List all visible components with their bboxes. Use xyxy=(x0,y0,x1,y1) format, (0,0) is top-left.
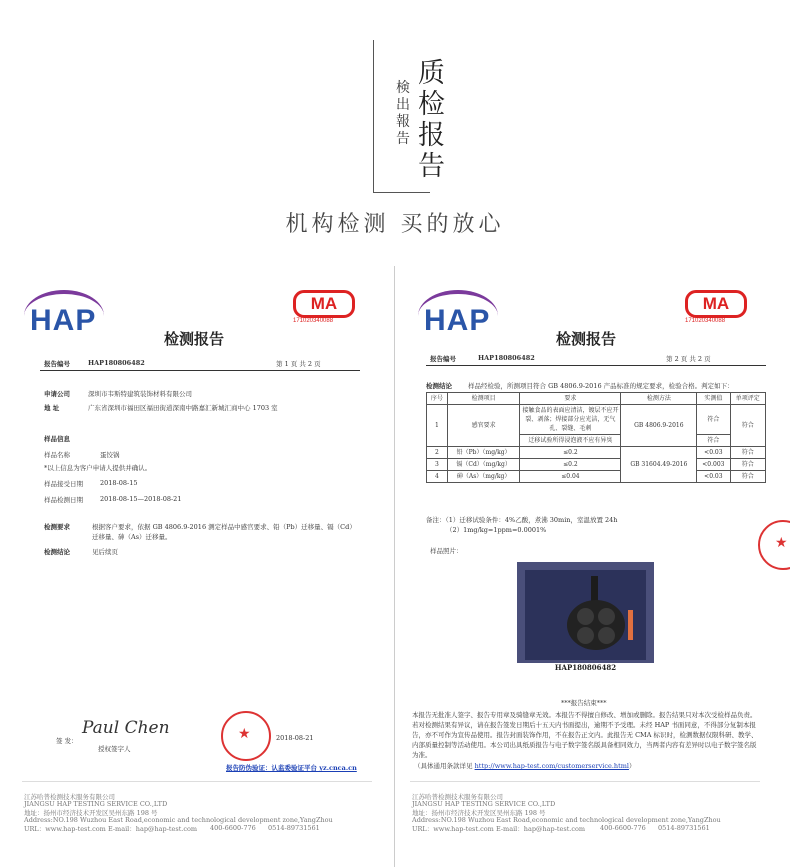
requirement: 根据客户要求，依据 GB 4806.9-2016 测定样品中感官要求、铅（Pb）迁移量、镉（Cd）迁移量、砷（As）迁移量。 xyxy=(92,523,356,541)
sample-info-label: 样品信息 xyxy=(44,435,70,443)
address: 广东省深圳市福田区福田街道深南中路嘉汇新城汇商中心 1703 室 xyxy=(88,404,278,412)
banner-slogan: 机构检测 买的放心 xyxy=(285,212,505,237)
report-no: HAP180806482 xyxy=(478,354,535,362)
terms-line: （具体通用条款详见 http://www.hap-test.com/customerservice.html） xyxy=(414,762,636,770)
footer-company-en: JIANGSU HAP TESTING SERVICE CO.,LTD xyxy=(412,800,556,808)
received-label: 样品接受日期 xyxy=(44,480,83,488)
page-info: 第 1 页 共 2 页 xyxy=(276,360,321,368)
address-label: 地 址 xyxy=(44,404,60,412)
footer-divider xyxy=(22,781,372,782)
table-header-row xyxy=(427,393,766,405)
conclusion-label: 检测结论 xyxy=(426,382,452,390)
end-label: ***报告结束*** xyxy=(561,699,607,707)
footer-fax: 0514-89731561 xyxy=(268,824,320,832)
footer-phone: 400-6600-776 xyxy=(600,824,646,832)
footer-address-en: Address:NO.198 Wuzhou East Road,economic and technological development zone,YangZhou xyxy=(24,816,333,824)
cell-method: GB 4806.9-2016 xyxy=(621,405,697,447)
footer-fax: 0514-89731561 xyxy=(658,824,710,832)
report-no-label: 报告编号 xyxy=(44,360,70,368)
cell-method: GB 31604.49-2016 xyxy=(621,447,697,483)
hap-logo: HAP xyxy=(24,290,106,338)
pan-icon xyxy=(567,600,625,650)
report-page-2 xyxy=(396,266,790,867)
test-date-label: 样品检测日期 xyxy=(44,496,83,504)
banner-title: 质检报告 xyxy=(418,58,445,182)
footer-url[interactable]: URL：www.hap-test.com xyxy=(24,825,106,833)
sample-photo xyxy=(517,562,654,672)
conclusion: 样品经检验，所测项目符合 GB 4806.9-2016 产品标准的规定要求，检验合格。判定如下： xyxy=(468,382,734,390)
col-header: 实测值 xyxy=(697,393,730,405)
footer-company-en: JIANGSU HAP TESTING SERVICE CO.,LTD xyxy=(24,800,168,808)
disclaimer: 本报告无批准人签字、报告专用章及骑缝章无效。本报告不得擅自修改、增加或删除。报告结果只对本次受检样品负责。若对检测结果有异议，请在报告签发日期后十五天内书面提出，逾期不予受理。未经 HAP 书面同意，不得部分复制本报告，亦不可作为宣传品使用。报告封面装饰作用，不在报告正文内。此报告无 CMA 标识时，检测数据仅限科研、教学、内部质量控制等活动使用。本公司出具纸质报告与电子数字签名版具备相同效力，当两者内容有差异时以电子数字签名版为准。 xyxy=(412,711,758,759)
cell-item: 铅（Pb）（mg/kg） xyxy=(447,447,520,459)
footer-email[interactable]: E-mail：hap@hap-test.com xyxy=(108,825,198,833)
cma-mark: MA 171020340088 xyxy=(685,290,745,324)
conclusion: 见后续页 xyxy=(92,548,118,556)
cell-eval: 符合 xyxy=(730,447,766,459)
col-header: 单项评定 xyxy=(730,393,766,405)
brush-icon xyxy=(628,610,633,640)
conclusion-label: 检测结论 xyxy=(44,548,70,556)
hap-logo: HAP xyxy=(418,290,500,338)
cell-value: 符合 xyxy=(697,405,730,435)
footer-phone: 400-6600-776 xyxy=(210,824,256,832)
sample-name: 蛋饺锅 xyxy=(100,451,120,459)
cell-requirement: ≤0.04 xyxy=(520,471,621,483)
col-header: 要求 xyxy=(520,393,621,405)
report-no: HAP180806482 xyxy=(88,359,145,367)
footer-company: 江苏哈普检测技术服务有限公司 xyxy=(412,793,503,801)
sign-date: 2018-08-21 xyxy=(276,734,314,742)
applicant: 深圳市韦斯特建筑装饰材料有限公司 xyxy=(88,390,192,398)
footer-divider xyxy=(410,781,760,782)
photo-id: HAP180806482 xyxy=(517,663,654,672)
cell-no: 2 xyxy=(427,447,448,459)
table-row xyxy=(427,459,766,471)
divider xyxy=(40,370,360,371)
requirement-label: 检测要求 xyxy=(44,523,70,531)
table-row xyxy=(427,471,766,483)
cell-requirement: 迁移试验所得浸泡液不应有异臭 xyxy=(520,435,621,447)
banner xyxy=(0,0,790,265)
terms-link[interactable]: http://www.hap-test.com/customerservice.html xyxy=(474,762,629,770)
signature: Paul Chen xyxy=(82,718,170,738)
sign-label: 签 发： xyxy=(56,737,78,745)
col-header: 序号 xyxy=(427,393,448,405)
cell-no: 3 xyxy=(427,459,448,471)
col-header: 检测项目 xyxy=(447,393,520,405)
note-2: （2）1mg/kg=1ppm=0.0001% xyxy=(446,526,547,534)
test-date: 2018-08-15—2018-08-21 xyxy=(100,495,182,503)
divider xyxy=(426,365,766,366)
banner-subtitle: 検出報告 xyxy=(396,80,410,147)
footer-company: 江苏哈普检测技术服务有限公司 xyxy=(24,793,115,801)
verify-link[interactable]: 报告防伪验证：认监委验证平台 yz.cnca.cn xyxy=(226,764,357,772)
photo-label: 样品照片： xyxy=(430,547,463,555)
cell-value: <0.03 xyxy=(697,471,730,483)
sample-note: *以上信息为客户申请人提供并确认。 xyxy=(44,464,152,472)
signer-label: 授权签字人 xyxy=(98,745,131,753)
official-seal-icon: ★ xyxy=(221,711,271,761)
note-1: 备注：（1）迁移试验条件：4%乙酸，煮沸 30min，室温放置 24h xyxy=(426,516,618,524)
cell-no: 4 xyxy=(427,471,448,483)
footer-email[interactable]: E-mail：hap@hap-test.com xyxy=(496,825,586,833)
cell-requirement: ≤0.2 xyxy=(520,459,621,471)
results-table xyxy=(426,392,766,483)
page-title: 检测报告 xyxy=(556,330,617,348)
cell-eval: 符合 xyxy=(730,459,766,471)
cell-requirement: 接触食品的表面应清洁，镀层不应开裂、剥落；焊接部分应光洁，无气孔、裂缝、毛刺 xyxy=(520,405,621,435)
side-seal-icon: ★ xyxy=(758,520,790,570)
footer-address: 地址：扬州市经济技术开发区吴州东路 198 号 xyxy=(24,809,158,817)
cell-item: 砷（As）（mg/kg） xyxy=(447,471,520,483)
footer-address: 地址：扬州市经济技术开发区吴州东路 198 号 xyxy=(412,809,546,817)
col-header: 检测方法 xyxy=(621,393,697,405)
received-date: 2018-08-15 xyxy=(100,479,138,487)
page-info: 第 2 页 共 2 页 xyxy=(666,355,711,363)
cell-requirement: ≤0.2 xyxy=(520,447,621,459)
cell-no: 1 xyxy=(427,405,448,447)
cell-value: <0.03 xyxy=(697,447,730,459)
footer-address-en: Address:NO.198 Wuzhou East Road,economic and technological development zone,YangZhou xyxy=(412,816,721,824)
cell-eval: 符合 xyxy=(730,471,766,483)
table-row xyxy=(427,405,766,435)
cma-mark: MA 171020340088 xyxy=(293,290,353,324)
report-page-1 xyxy=(0,266,395,867)
cell-item: 感官要求 xyxy=(447,405,520,447)
report-no-label: 报告编号 xyxy=(430,355,456,363)
cell-value: 符合 xyxy=(697,435,730,447)
table-row xyxy=(427,447,766,459)
footer-url[interactable]: URL：www.hap-test.com xyxy=(412,825,494,833)
page-title: 检测报告 xyxy=(164,330,225,348)
cell-item: 镉（Cd）（mg/kg） xyxy=(447,459,520,471)
sample-name-label: 样品名称 xyxy=(44,451,70,459)
cell-eval: 符合 xyxy=(730,405,766,447)
cell-value: <0.003 xyxy=(697,459,730,471)
applicant-label: 申请公司 xyxy=(44,390,70,398)
